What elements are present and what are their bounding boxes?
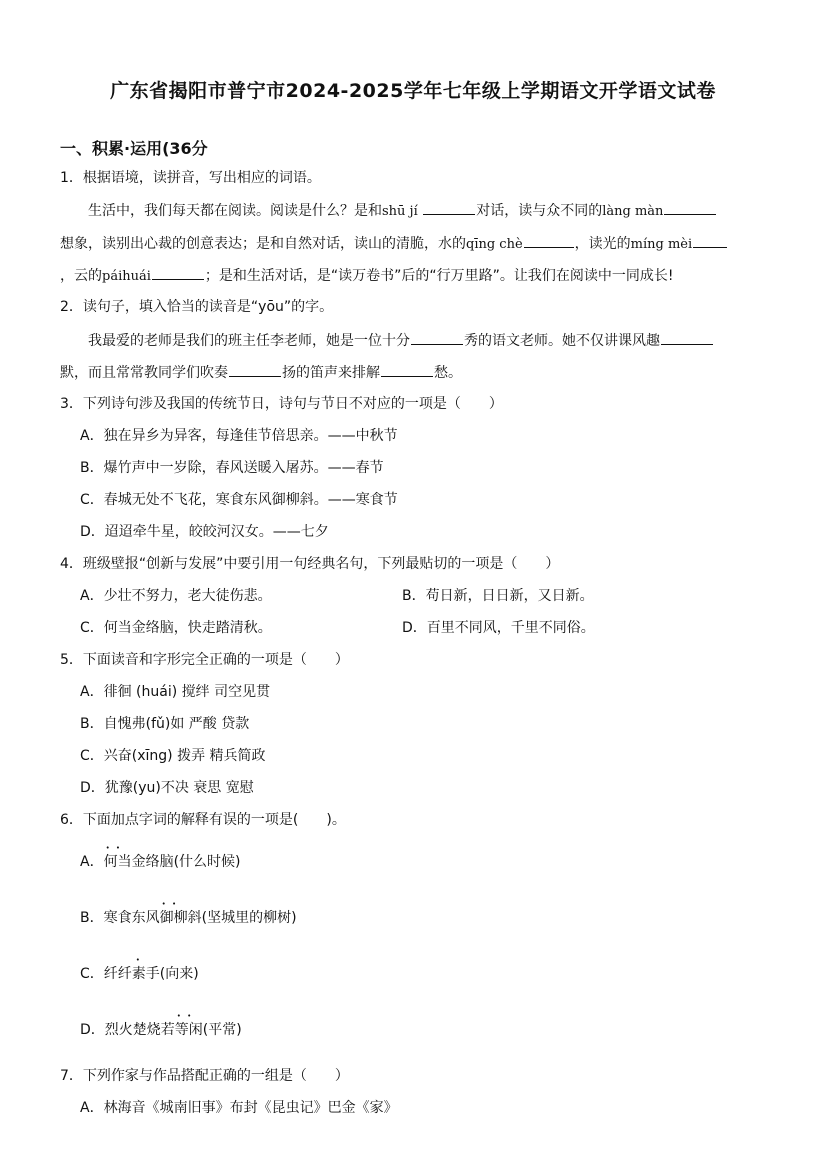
question-4-option-b[interactable]: B．苟日新，日日新，又日新。 (402, 588, 594, 604)
answer-blank[interactable] (524, 233, 574, 248)
question-4-option-a[interactable]: A．少壮不努力，老大徒伤悲。 (80, 588, 272, 604)
emphasis-dotted-word: • • 何当 (104, 852, 132, 872)
question-7-stem: 7．下列作家与作品搭配正确的一组是（ ） (60, 1068, 349, 1084)
answer-blank[interactable] (229, 362, 281, 377)
question-6-option-d[interactable]: D．烈火楚烧若• • 等闲(平常) (80, 1020, 242, 1040)
question-6-option-c[interactable]: C．纤纤素手(向来) (80, 966, 199, 982)
answer-blank[interactable] (381, 362, 433, 377)
question-3-option-a[interactable]: A．独在异乡为异客，每逢佳节倍思亲。——中秋节 (80, 428, 398, 444)
answer-blank[interactable] (693, 233, 727, 248)
question-1-stem: 1．根据语境，读拼音，写出相应的词语。 (60, 170, 321, 186)
answer-blank[interactable] (661, 330, 713, 345)
question-4-option-d[interactable]: D．百里不同风，千里不同俗。 (402, 620, 595, 636)
question-2-sentence-line-1: 我最爱的老师是我们的班主任李老师，她是一位十分 秀的语文老师。她不仅讲课风趣 (88, 330, 714, 351)
emphasis-dotted-word: • • 等闲 (175, 1020, 203, 1040)
question-6-option-a[interactable]: A．• • 何当金络脑(什么时候) (80, 852, 241, 872)
exam-title: 广东省揭阳市普宁市2024-2025学年七年级上学期语文开学语文试卷 (110, 80, 716, 102)
emphasis-dotted-word: 素 (131, 966, 146, 982)
question-3-option-c[interactable]: C．春城无处不飞花，寒食东风御柳斜。——寒食节 (80, 492, 398, 508)
question-5-option-d[interactable]: D．犹豫(yu)不决 衰思 宽慰 (80, 780, 254, 796)
question-1-passage-line-3: ，云的páihuái ；是和生活对话，是“读万卷书”后的“行万里路”。让我们在阅读中一同成长! (60, 265, 674, 287)
emphasis-dotted-word: • • 御柳 (160, 908, 188, 928)
answer-blank[interactable] (664, 200, 716, 215)
answer-blank[interactable] (152, 265, 204, 280)
answer-blank[interactable] (411, 330, 463, 345)
question-1-passage-line-1: 生活中，我们每天都在阅读。阅读是什么？是和shū jí 对话，读与众不同的làng màn (88, 200, 717, 222)
question-4-stem: 4．班级壁报“创新与发展”中要引用一句经典名句，下列最贴切的一项是（ ） (60, 556, 560, 572)
question-5-option-b[interactable]: B．自愧弗(fǔ)如 严酸 贷款 (80, 716, 250, 732)
question-4-option-c[interactable]: C．何当金络脑，快走踏清秋。 (80, 620, 272, 636)
question-7-option-a[interactable]: A．林海音《城南旧事》布封《昆虫记》巴金《家》 (80, 1100, 398, 1116)
question-2-stem: 2．读句子，填入恰当的读音是“yōu”的字。 (60, 299, 334, 315)
question-3-option-d[interactable]: D．迢迢牵牛星，皎皎河汉女。——七夕 (80, 524, 329, 540)
question-5-option-a[interactable]: A．徘徊 (huái) 搅绊 司空见贯 (80, 684, 271, 700)
question-1-passage-line-2: 想象，读别出心裁的创意表达；是和自然对话，读山的清脆，水的qīng chè ，读光的míng mèi (60, 233, 728, 255)
question-5-option-c[interactable]: C．兴奋(xīng) 拨弄 精兵简政 (80, 748, 266, 764)
question-3-option-b[interactable]: B．爆竹声中一岁除，春风送暖入屠苏。——春节 (80, 460, 384, 476)
question-6-option-b[interactable]: B．寒食东风• • 御柳斜(坚城里的柳树) (80, 908, 297, 928)
question-5-stem: 5．下面读音和字形完全正确的一项是（ ） (60, 652, 349, 668)
answer-blank[interactable] (423, 200, 475, 215)
question-6-stem: 6．下面加点字词的解释有误的一项是( )。 (60, 812, 346, 828)
question-3-stem: 3．下列诗句涉及我国的传统节日，诗句与节日不对应的一项是（ ） (60, 396, 503, 412)
section-heading: 一、积累·运用(36分 (60, 139, 208, 158)
question-2-sentence-line-2: 默，而且常常教同学们吹奏 扬的笛声来排解 愁。 (60, 362, 462, 383)
